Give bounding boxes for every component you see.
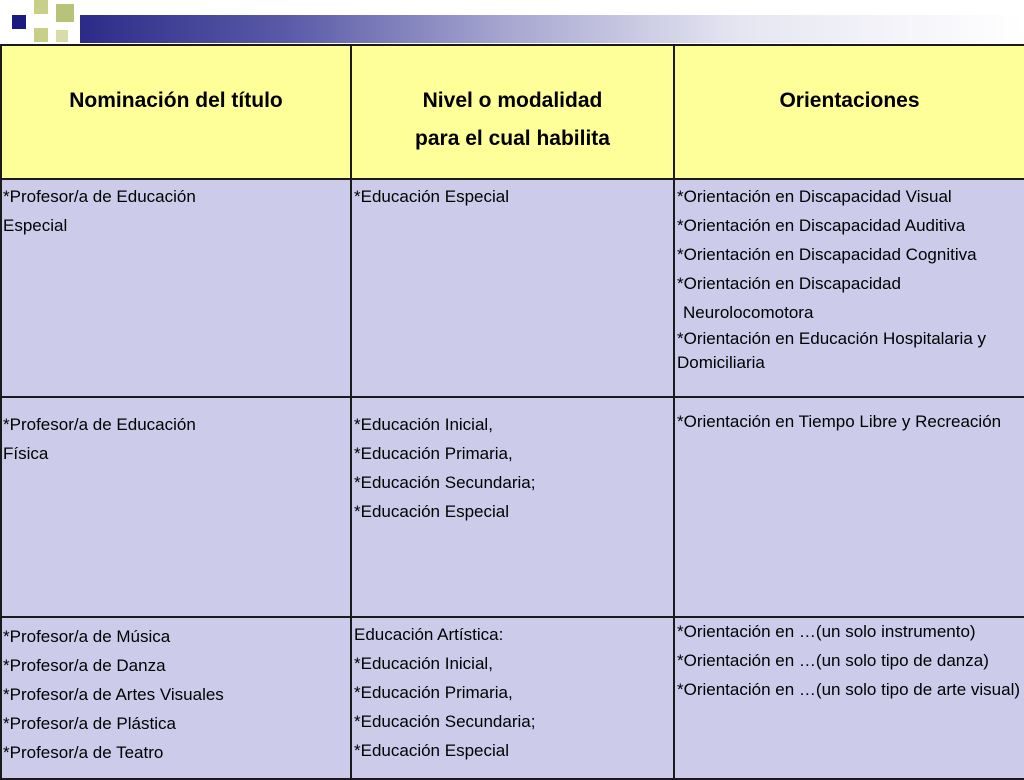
cell-line: *Orientación en Discapacidad <box>677 274 901 293</box>
header-text: Orientaciones <box>779 89 920 112</box>
cell-nivel <box>351 179 674 397</box>
table-row <box>1 179 1024 397</box>
header-orientaciones <box>674 45 1024 179</box>
decor-gradient-bar <box>80 15 1024 43</box>
cell-line: *Profesor/a de Educación <box>3 187 196 206</box>
cell-titulo <box>1 179 351 397</box>
cell-line: *Educación Especial <box>354 741 509 760</box>
header-text: Nivel o modalidad <box>422 89 603 112</box>
cell-nivel <box>351 397 674 617</box>
cell-line: *Orientación en Discapacidad Cognitiva <box>677 245 977 264</box>
cell-line: *Orientación en Educación Hospitalaria y Domiciliaria <box>677 329 987 372</box>
table-header-row <box>1 45 1024 179</box>
header-nivel <box>351 45 674 179</box>
cell-line: *Educación Primaria, <box>354 444 513 463</box>
header-text: Nominación del título <box>69 89 283 112</box>
cell-line: *Profesor/a de Plástica <box>3 714 176 733</box>
table-row <box>1 397 1024 617</box>
decor-square <box>12 15 26 29</box>
cell-line: Neurolocomotora <box>683 303 814 322</box>
cell-line: *Profesor/a de Música <box>3 627 171 646</box>
cell-line: *Profesor/a de Danza <box>3 656 166 675</box>
cell-line: Educación Artística: <box>354 625 504 644</box>
cell-line: *Orientación en …(un solo instrumento) <box>677 622 976 641</box>
cell-line: Física <box>3 444 49 463</box>
cell-line: *Profesor/a de Educación <box>3 415 196 434</box>
cell-line: *Profesor/a de Artes Visuales <box>3 685 224 704</box>
header-nominacion <box>1 45 351 179</box>
cell-line: *Educación Secundaria; <box>354 473 536 492</box>
cell-line: *Orientación en …(un solo tipo de arte visual) <box>677 680 1021 699</box>
cell-line: *Educación Inicial, <box>354 415 493 434</box>
cell-line: *Profesor/a de Teatro <box>3 743 164 762</box>
slide-header-decoration <box>0 0 1024 46</box>
cell-line: *Orientación en Tiempo Libre y Recreación <box>677 412 1002 431</box>
decor-square <box>34 28 48 42</box>
cell-nivel <box>351 617 674 779</box>
titles-table <box>0 44 1024 780</box>
decor-square <box>56 30 68 42</box>
cell-orientaciones <box>674 617 1024 779</box>
cell-line: *Orientación en …(un solo tipo de danza) <box>677 651 989 670</box>
cell-line: *Orientación en Discapacidad Visual <box>677 187 952 206</box>
cell-orientaciones <box>674 397 1024 617</box>
decor-square <box>56 4 74 22</box>
cell-line: *Orientación en Discapacidad Auditiva <box>677 216 966 235</box>
cell-line: *Educación Secundaria; <box>354 712 536 731</box>
cell-line: *Educación Primaria, <box>354 683 513 702</box>
decor-square <box>34 0 48 14</box>
table-row <box>1 617 1024 779</box>
header-text: para el cual habilita <box>415 127 610 150</box>
cell-line: *Educación Especial <box>354 502 509 521</box>
cell-titulo <box>1 617 351 779</box>
cell-line: *Educación Inicial, <box>354 654 493 673</box>
cell-line: *Educación Especial <box>354 187 509 206</box>
cell-orientaciones <box>674 179 1024 397</box>
cell-line: Especial <box>3 216 68 235</box>
cell-titulo <box>1 397 351 617</box>
